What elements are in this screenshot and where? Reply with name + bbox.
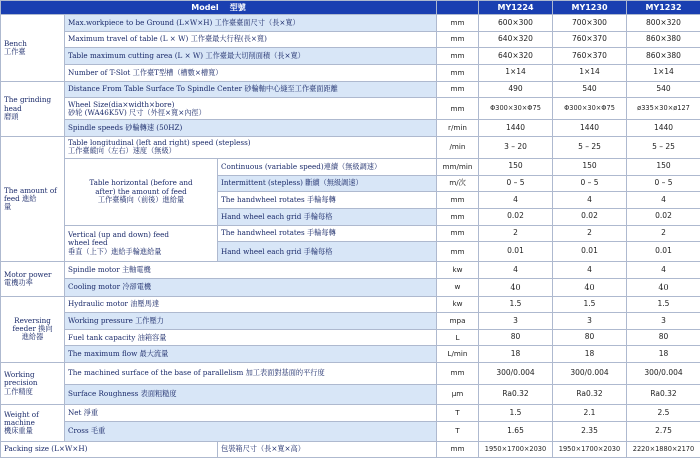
table-row (1, 296, 700, 313)
row-value: 18 (553, 346, 627, 363)
row-value: 1×14 (479, 64, 553, 81)
row-label: Wheel Size(dia×width×bore) 砂轮 (WA46K5V) 尺寸（外徑×寬×內徑） (65, 98, 437, 120)
model-col-2: MY1230 (553, 1, 627, 15)
row-value: 800×320 (627, 15, 700, 32)
row-label: The machined surface of the base of parallelism 加工表面對基面的平行度 (65, 363, 437, 385)
row-label: Cooling motor 冷卻電機 (65, 278, 437, 296)
row-unit: /min (437, 136, 479, 158)
row-value: 40 (553, 278, 627, 296)
row-value: 1.5 (479, 296, 553, 313)
group-label: The amount of feed 進給 量 (1, 136, 65, 261)
row-label: Number of T-Slot 工作臺T型槽（槽數×槽寬） (65, 64, 437, 81)
row-value: 2.35 (553, 421, 627, 441)
row-label: The maximum flow 最大流量 (65, 346, 437, 363)
row-value: 1.5 (627, 296, 700, 313)
row-value: 150 (553, 158, 627, 175)
row-value: 0.02 (479, 208, 553, 225)
table-row (1, 158, 700, 175)
model-header (1, 1, 437, 15)
unit-header (437, 1, 479, 15)
row-unit: mm (437, 242, 479, 262)
row-label: Spindle motor 主軸電機 (65, 262, 437, 279)
table-row (1, 278, 700, 296)
row-value: 3 (479, 313, 553, 330)
row-label: Surface Roughness 表面粗糙度 (65, 385, 437, 405)
table-row (1, 262, 700, 279)
row-value: 760×370 (553, 48, 627, 65)
row-unit: μm (437, 385, 479, 405)
row-value: 640×320 (479, 48, 553, 65)
row-value: Ra0.32 (479, 385, 553, 405)
row-value: 0.02 (627, 208, 700, 225)
row-value: 600×300 (479, 15, 553, 32)
row-label: The handwheel rotates 手輪每轉 (218, 225, 437, 242)
row-value: 300/0.004 (479, 363, 553, 385)
row-value: 80 (553, 329, 627, 346)
row-value: 2220×1880×2170 (627, 441, 700, 457)
row-value: 0.01 (553, 242, 627, 262)
row-value: 40 (627, 278, 700, 296)
row-unit: T (437, 421, 479, 441)
row-value: Ra0.32 (627, 385, 700, 405)
group-label: Reversing feeder 換向 進給器 (1, 296, 65, 363)
sub-group-label: Vertical (up and down) feed wheel feed 垂直（上下）進給手輪進給量 (65, 225, 218, 262)
row-value: 150 (627, 158, 700, 175)
row-value: 3 – 20 (479, 136, 553, 158)
group-label: Working precision 工作精度 (1, 363, 65, 405)
row-unit: L/min (437, 346, 479, 363)
row-value: 640×320 (479, 31, 553, 48)
row-value: 490 (479, 81, 553, 98)
row-value: 300/0.004 (553, 363, 627, 385)
row-label: Continuous (variable speed)連續（無級調速） (218, 158, 437, 175)
table-row (1, 225, 700, 242)
row-value: 4 (553, 192, 627, 209)
row-label: Spindle speeds 砂輪轉速 (50HZ) (65, 120, 437, 137)
row-value: 1.65 (479, 421, 553, 441)
row-label: The handwheel rotates 手輪每轉 (218, 192, 437, 209)
row-value: 18 (627, 346, 700, 363)
row-value: 4 (479, 192, 553, 209)
row-value: 3 (627, 313, 700, 330)
row-value: 5 – 25 (627, 136, 700, 158)
row-value: 1.5 (479, 405, 553, 422)
row-value: Φ300×30×Φ75 (479, 98, 553, 120)
row-value: 540 (627, 81, 700, 98)
row-unit: mm (437, 441, 479, 457)
row-value: 150 (479, 158, 553, 175)
row-value: 300/0.004 (627, 363, 700, 385)
row-unit: mm (437, 225, 479, 242)
row-unit: mm (437, 208, 479, 225)
group-label: Weight of machine 機床重量 (1, 405, 65, 442)
table-row (1, 48, 700, 65)
row-unit: r/min (437, 120, 479, 137)
row-label: Hand wheel each grid 手輪每格 (218, 242, 437, 262)
row-label: Cross 毛重 (65, 421, 437, 441)
row-label: Table longitudinal (left and right) speed (stepless) 工作臺縱向（左右）速度（無級） (65, 136, 437, 158)
row-value: 2.1 (553, 405, 627, 422)
row-value: 0.01 (479, 242, 553, 262)
model-col-1: MY1224 (479, 1, 553, 15)
table-row (1, 120, 700, 137)
table-row (1, 136, 700, 158)
row-value: 4 (627, 262, 700, 279)
row-value: 2 (479, 225, 553, 242)
row-unit: mm (437, 15, 479, 32)
row-value: 2.5 (627, 405, 700, 422)
row-value: Φ300×30×Φ75 (553, 98, 627, 120)
row-value: 0.02 (553, 208, 627, 225)
row-value: 0 – 5 (479, 175, 553, 192)
table-row (1, 405, 700, 422)
table-row (1, 313, 700, 330)
row-unit: mm/min (437, 158, 479, 175)
row-value: 1×14 (627, 64, 700, 81)
row-unit: mpa (437, 313, 479, 330)
row-value: 540 (553, 81, 627, 98)
row-value: 700×300 (553, 15, 627, 32)
row-value: 860×380 (627, 31, 700, 48)
row-value: 4 (479, 262, 553, 279)
table-row (1, 31, 700, 48)
row-label: 包裝箱尺寸（長×寬×高） (218, 441, 437, 457)
row-value: 2 (553, 225, 627, 242)
row-label: Intermittent (stepless) 斷續（無級調速） (218, 175, 437, 192)
row-label: Fuel tank capacity 油箱容量 (65, 329, 437, 346)
table-row (1, 346, 700, 363)
row-unit: mm (437, 81, 479, 98)
sub-group-label: Table horizontal (before and after) the amount of feed 工作臺橫向（前後）進給量 (65, 158, 218, 225)
row-unit: mm (437, 31, 479, 48)
table-row (1, 81, 700, 98)
group-label: Motor power 電機功率 (1, 262, 65, 296)
row-value: 1440 (627, 120, 700, 137)
row-value: 18 (479, 346, 553, 363)
row-value: 40 (479, 278, 553, 296)
row-label: Working pressure 工作壓力 (65, 313, 437, 330)
table-row (1, 15, 700, 32)
row-value: 860×380 (627, 48, 700, 65)
row-value: 1.5 (553, 296, 627, 313)
model-label: Model (191, 2, 219, 12)
model-col-3: MY1232 (627, 1, 700, 15)
row-unit: kw (437, 262, 479, 279)
row-unit: mm (437, 192, 479, 209)
row-unit: mm (437, 64, 479, 81)
table-row (1, 421, 700, 441)
row-label: Distance From Table Surface To Spindle Center 砂輪軸中心縫至工作臺面距離 (65, 81, 437, 98)
row-label: Net 淨重 (65, 405, 437, 422)
row-value: 1440 (479, 120, 553, 137)
row-label: Maximum travel of table (L × W) 工作臺最大行程(長×寬) (65, 31, 437, 48)
table-row (1, 441, 700, 457)
row-unit: w (437, 278, 479, 296)
row-value: 80 (627, 329, 700, 346)
table-row (1, 98, 700, 120)
row-value: 0 – 5 (553, 175, 627, 192)
table-row (1, 363, 700, 385)
row-unit: mm (437, 363, 479, 385)
row-value: 2 (627, 225, 700, 242)
row-value: 80 (479, 329, 553, 346)
model-label-cn: 型號 (229, 2, 246, 12)
row-value: 2.75 (627, 421, 700, 441)
row-unit: kw (437, 296, 479, 313)
row-label: Hand wheel each grid 手輪每格 (218, 208, 437, 225)
row-value: 760×370 (553, 31, 627, 48)
table-row (1, 385, 700, 405)
row-unit: T (437, 405, 479, 422)
row-value: 4 (627, 192, 700, 209)
header-row (1, 1, 700, 15)
row-value: 1950×1700×2030 (479, 441, 553, 457)
table-row (1, 329, 700, 346)
group-label: Bench 工作臺 (1, 15, 65, 82)
table-row (1, 64, 700, 81)
row-unit: mm (437, 48, 479, 65)
row-value: ø335×30×ø127 (627, 98, 700, 120)
row-value: 5 – 25 (553, 136, 627, 158)
group-label: The grinding head 磨頭 (1, 81, 65, 136)
row-value: 0.01 (627, 242, 700, 262)
row-label: Table maximum cutting area (L × W) 工作臺最大切削面積（長×寬） (65, 48, 437, 65)
row-label: Hydraulic motor 油壓馬達 (65, 296, 437, 313)
row-unit: mm (437, 98, 479, 120)
row-value: Ra0.32 (553, 385, 627, 405)
row-value: 3 (553, 313, 627, 330)
row-unit: m/次 (437, 175, 479, 192)
row-value: 0 – 5 (627, 175, 700, 192)
row-unit: L (437, 329, 479, 346)
row-label: Max.workpiece to be Ground (L×W×H) 工作臺臺面尺寸（長×寬） (65, 15, 437, 32)
row-value: 1950×1700×2030 (553, 441, 627, 457)
group-label: Packing size (L×W×H) (1, 441, 218, 457)
row-value: 1×14 (553, 64, 627, 81)
row-value: 4 (553, 262, 627, 279)
row-value: 1440 (553, 120, 627, 137)
